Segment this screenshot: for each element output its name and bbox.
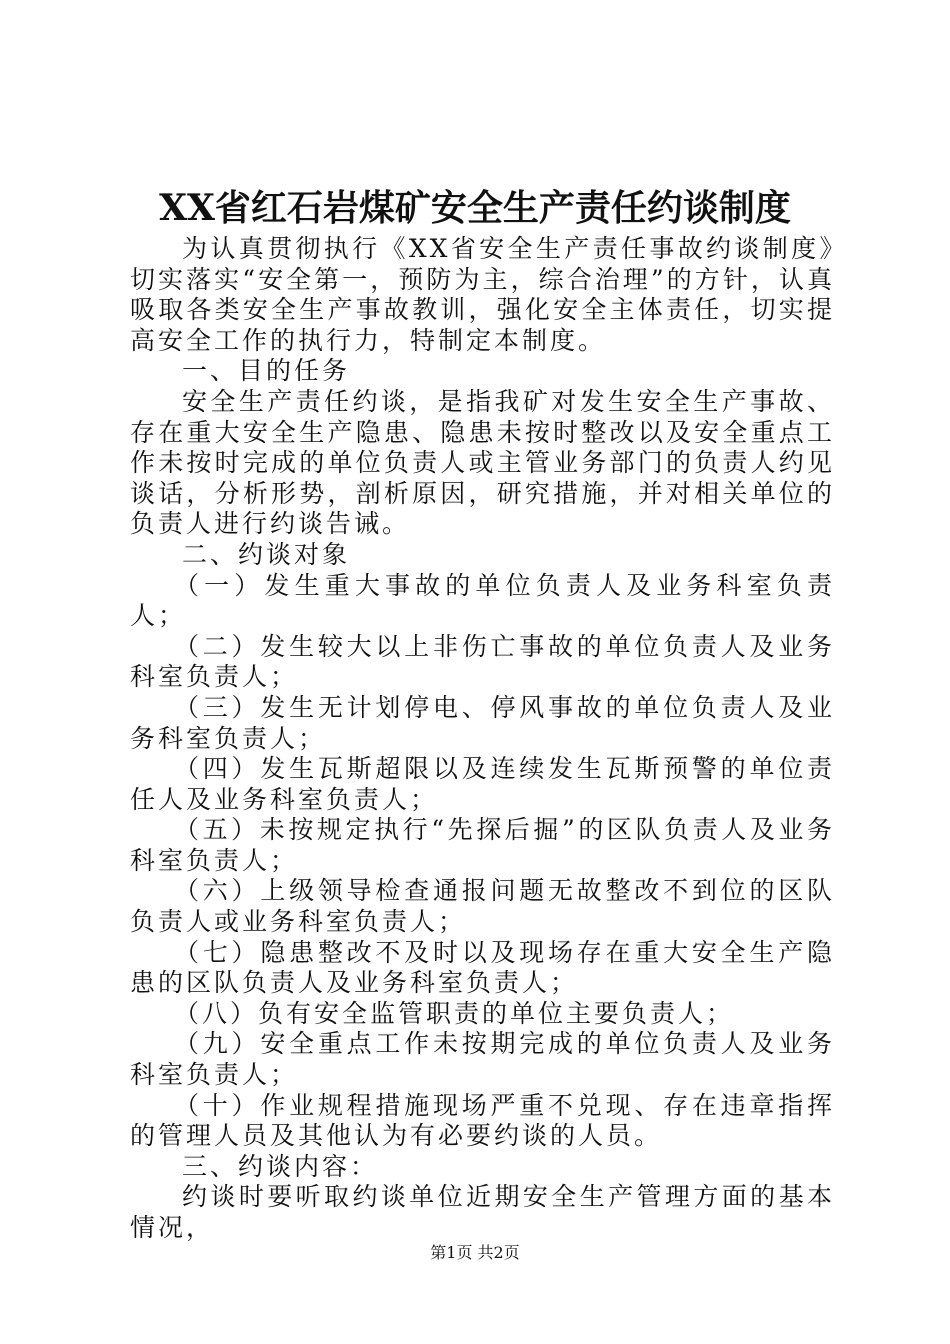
purpose-paragraph: 安全生产责任约谈，是指我矿对发生安全生产事故、存在重大安全生产隐患、隐患未按时整改以及安全重点工作未按时完成的单位负责人或主管业务部门的负责人约见谈话，分析形势，剖析原因，研究措施，并对相关单位的负责人进行约谈告诫。 — [130, 386, 835, 539]
document-title: XX省红石岩煤矿安全生产责任约谈制度 — [159, 187, 791, 229]
content-paragraph: 约谈时要听取约谈单位近期安全生产管理方面的基本情况， — [130, 1182, 835, 1242]
list-item: （四）发生瓦斯超限以及连续发生瓦斯预警的单位责任人及业务科室负责人； — [130, 754, 835, 814]
list-item: （二）发生较大以上非伤亡事故的单位负责人及业务科室负责人； — [130, 631, 835, 692]
section-heading-targets: 二、约谈对象 — [182, 539, 351, 569]
section-heading-purpose: 一、目的任务 — [182, 356, 351, 386]
intro-paragraph: 为认真贯彻执行《XX省安全生产责任事故约谈制度》切实落实“安全第一，预防为主，综合治理”的方针，认真吸取各类安全生产事故教训，强化安全主体责任，切实提高安全工作的执行力，特制定本制度。 — [130, 234, 835, 355]
list-item: （一）发生重大事故的单位负责人及业务科室负责人； — [130, 570, 835, 631]
list-item: （八）负有安全监管职责的单位主要负责人； — [174, 998, 735, 1028]
list-item: （三）发生无计划停电、停风事故的单位负责人及业务科室负责人； — [130, 692, 835, 753]
page-footer: 第1页 共2页 — [430, 1243, 520, 1262]
list-item: （六）上级领导检查通报问题无故整改不到位的区队负责人或业务科室负责人； — [130, 876, 835, 937]
list-item: （十）作业规程措施现场严重不兑现、存在违章指挥的管理人员及其他认为有必要约谈的人员。 — [130, 1090, 835, 1151]
document-body — [130, 234, 835, 1244]
section-heading-content: 三、约谈内容： — [182, 1151, 379, 1181]
list-item: （七）隐患整改不及时以及现场存在重大安全生产隐患的区队负责人及业务科室负责人； — [130, 937, 835, 998]
list-item: （九）安全重点工作未按期完成的单位负责人及业务科室负责人； — [130, 1029, 835, 1090]
list-item: （五）未按规定执行“先探后掘”的区队负责人及业务科室负责人； — [130, 815, 835, 875]
